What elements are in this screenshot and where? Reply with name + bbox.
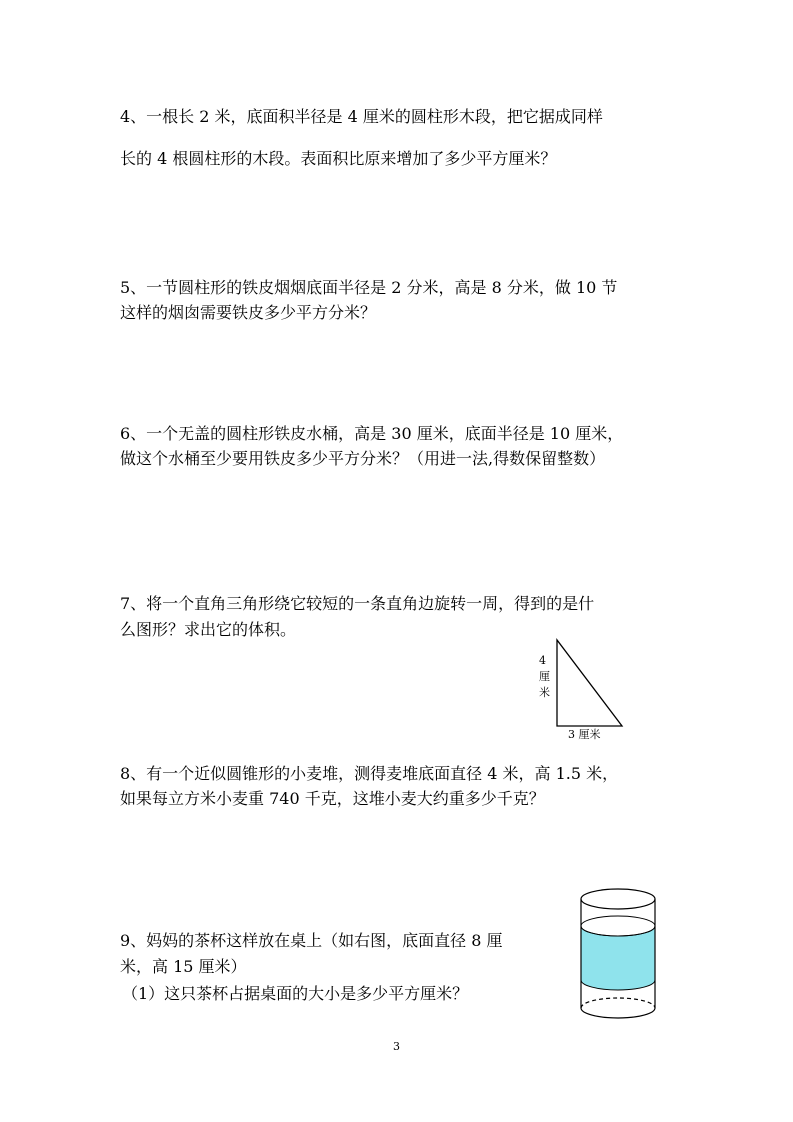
problem-8-line-2: 如果每立方米小麦重 740 千克，这堆小麦大约重多少千克？ [120, 789, 545, 808]
cup-base-front [581, 1008, 655, 1018]
problem-8-line-1: 8、有一个近似圆锥形的小麦堆，测得麦堆底面直径 4 米，高 1.5 米， [120, 764, 619, 783]
cup-water [581, 926, 655, 990]
problem-5-line-2: 这样的烟囱需要铁皮多少平方分米？ [120, 303, 377, 322]
triangle-height-unit-2: 米 [539, 686, 550, 699]
problem-9-sub-question-1: （1）这只茶杯占据桌面的大小是多少平方厘米？ [122, 984, 469, 1003]
right-triangle [557, 640, 622, 726]
problem-4-line-1: 4、一根长 2 米，底面积半径是 4 厘米的圆柱形木段，把它据成同样 [120, 107, 603, 126]
page-number: 3 [393, 1040, 400, 1053]
triangle-height-number: 4 [539, 654, 546, 667]
problem-7-line-2: 么图形？求出它的体积。 [120, 620, 297, 639]
problem-9-line-1: 9、妈妈的茶杯这样放在桌上（如右图，底面直径 8 厘 [120, 931, 503, 950]
triangle-base-label: 3 厘米 [568, 728, 601, 741]
problem-9-line-2: 米，高 15 厘米） [120, 957, 247, 976]
triangle-height-unit-1: 厘 [539, 670, 550, 683]
problem-4-line-2: 长的 4 根圆柱形的木段。表面积比原来增加了多少平方厘米？ [120, 149, 557, 168]
water-surface [581, 916, 655, 936]
problem-6-line-1: 6、一个无盖的圆柱形铁皮水桶，高是 30 厘米，底面半径是 10 厘米， [120, 424, 624, 443]
problem-7-line-1: 7、将一个直角三角形绕它较短的一条直角边旋转一周，得到的是什 [120, 594, 595, 613]
problem-6-line-2: 做这个水桶至少要用铁皮多少平方分米？（用进一法,得数保留整数） [120, 449, 606, 468]
cup-rim [581, 889, 655, 909]
cup-base-back [581, 998, 655, 1008]
problem-5-line-1: 5、一节圆柱形的铁皮烟烟底面半径是 2 分米，高是 8 分米，做 10 节 [120, 278, 618, 297]
